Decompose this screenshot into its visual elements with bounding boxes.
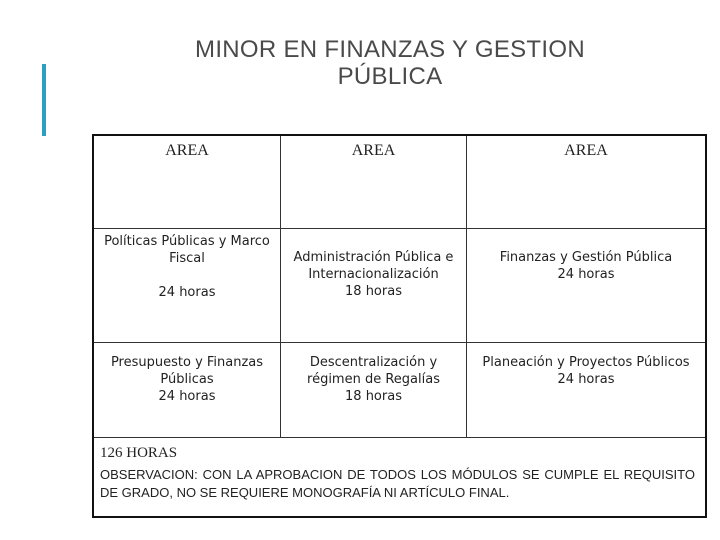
module-cell <box>94 229 281 343</box>
observation-note: OBSERVACION: CON LA APROBACION DE TODOS LOS MÓDULOS SE CUMPLE EL REQUISITO DE GRADO, NO SE REQUIERE MONOGRAFÍA NI ARTÍCULO FINAL. <box>100 467 695 500</box>
module-name: Políticas Públicas y Marco Fiscal <box>104 234 270 266</box>
page-title <box>100 36 680 90</box>
title-line-1: MINOR EN FINANZAS Y GESTION <box>195 36 585 63</box>
module-name: Descentralización y régimen de Regalías <box>307 355 440 387</box>
module-hours: 24 horas <box>158 389 216 404</box>
header-cell-1: AREA <box>94 136 281 229</box>
module-name: Finanzas y Gestión Pública <box>499 250 673 265</box>
title-line-2: PÚBLICA <box>337 63 443 90</box>
module-hours: 18 horas <box>345 284 402 299</box>
module-name: Presupuesto y Finanzas Públicas <box>110 355 264 387</box>
module-hours: 18 horas <box>345 389 402 404</box>
module-hours: 24 horas <box>557 372 615 387</box>
modules-table <box>92 134 707 518</box>
header-cell-2: AREA <box>281 136 467 229</box>
modules-grid <box>94 136 705 438</box>
module-name: Administración Pública e Internacionalización <box>293 250 454 282</box>
module-name: Planeación y Proyectos Públicos <box>482 355 690 370</box>
module-cell <box>467 229 705 343</box>
accent-bar <box>42 64 46 136</box>
total-hours: 126 HORAS <box>100 445 178 461</box>
module-hours: 24 horas <box>158 285 216 300</box>
module-hours: 24 horas <box>557 267 615 282</box>
module-cell <box>281 343 467 438</box>
module-cell <box>94 343 281 438</box>
table-footer <box>94 438 705 516</box>
module-cell <box>467 343 705 438</box>
header-cell-3: AREA <box>467 136 705 229</box>
module-cell <box>281 229 467 343</box>
